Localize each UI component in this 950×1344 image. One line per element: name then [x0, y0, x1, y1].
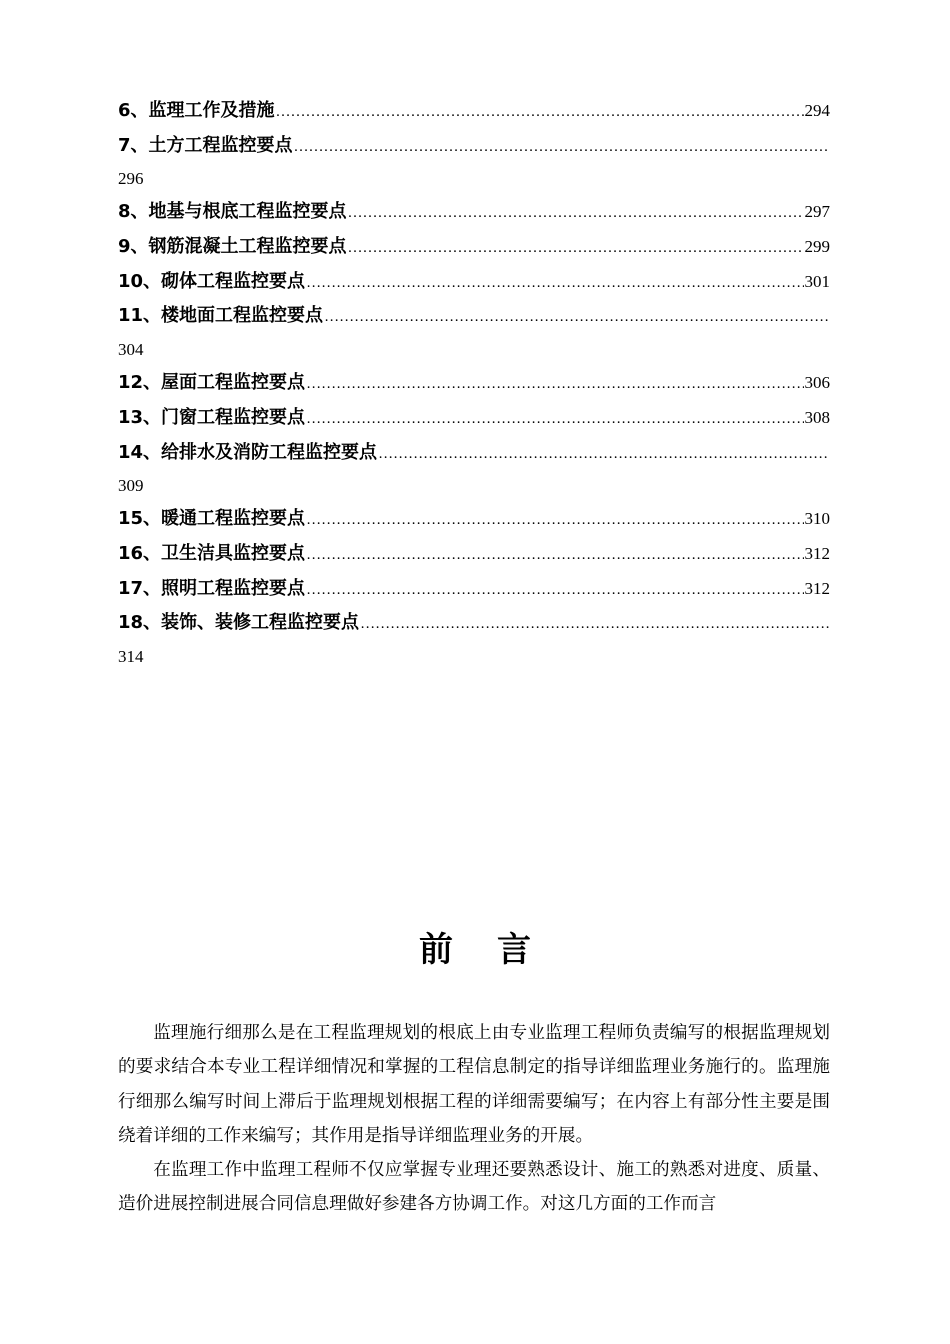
toc-entry[interactable]: [118, 606, 830, 641]
toc-dot-leader: [306, 503, 803, 537]
toc-entry-page: 294: [804, 101, 830, 120]
toc-dot-leader: [360, 607, 829, 641]
toc-entry-page-line: [118, 163, 830, 195]
toc-entry[interactable]: [118, 299, 830, 334]
toc-entry[interactable]: [118, 195, 830, 230]
toc-entry-page: 310: [804, 509, 830, 529]
toc-entry-label: 14、给排水及消防工程监控要点: [118, 441, 378, 463]
toc-dot-leader: [306, 367, 803, 401]
toc-dot-leader: [306, 402, 803, 436]
toc-entry-label: 7、土方工程监控要点: [118, 134, 293, 156]
toc-entry[interactable]: [118, 502, 830, 537]
toc-dot-leader: [276, 95, 804, 129]
toc-dot-leader: [306, 266, 803, 300]
toc-dot-leader: [306, 538, 803, 572]
toc-entry-label: 18、装饰、装修工程监控要点: [118, 612, 360, 634]
toc-entry-label: 8、地基与根底工程监控要点: [118, 201, 347, 223]
toc-entry-page-line: [118, 334, 830, 366]
preface-paragraph-1: 监理施行细那么是在工程监理规划的根底上由专业监理工程师负责编写的根据监理规划的要求结合本专业工程详细情况和掌握的工程信息制定的指导详细监理业务施行的。监理施行细那么编写时间上滞后于监理规划根据工程的详细需要编写；在内容上有部分性主要是围绕着详细的工作来编写；其作用是指导详细监理业务的开展。: [118, 1023, 830, 1146]
toc-entry-page: 312: [804, 578, 830, 598]
toc-entry-label: 13、门窗工程监控要点: [118, 406, 306, 428]
toc-entry-page: 312: [804, 543, 830, 563]
toc-entry-page: 308: [804, 407, 830, 427]
toc-entry-label: 6、监理工作及措施: [118, 100, 275, 121]
toc-entry[interactable]: [118, 401, 830, 436]
toc-entry-page: 309: [118, 476, 144, 496]
table-of-contents: [118, 94, 830, 673]
toc-entry-page: 297: [804, 202, 830, 222]
toc-entry[interactable]: [118, 230, 830, 265]
toc-entry-page: 299: [804, 237, 830, 257]
preface-body: [118, 1016, 830, 1222]
toc-entry-label: 9、钢筋混凝土工程监控要点: [118, 236, 347, 258]
toc-dot-leader: [324, 300, 829, 334]
toc-entry[interactable]: [118, 537, 830, 572]
toc-entry-page: 301: [804, 271, 830, 291]
toc-entry-label: 10、砌体工程监控要点: [118, 270, 306, 292]
preface-heading: 前言: [419, 930, 575, 970]
toc-entry[interactable]: [118, 366, 830, 401]
toc-entry[interactable]: [118, 436, 830, 471]
toc-entry-page: 306: [804, 373, 830, 393]
toc-entry-page: 314: [118, 646, 144, 666]
toc-entry-label: 16、卫生洁具监控要点: [118, 542, 306, 564]
toc-entry-label: 15、暖通工程监控要点: [118, 508, 306, 530]
toc-entry-page-line: [118, 641, 830, 673]
toc-entry-label: 17、照明工程监控要点: [118, 577, 306, 599]
toc-entry-page-line: [118, 470, 830, 502]
toc-entry-label: 12、屋面工程监控要点: [118, 372, 306, 394]
toc-dot-leader: [306, 573, 803, 607]
toc-dot-leader: [294, 130, 829, 164]
toc-entry[interactable]: [118, 129, 830, 164]
toc-entry-page: 304: [118, 340, 144, 360]
toc-entry[interactable]: [118, 572, 830, 607]
toc-entry[interactable]: [118, 265, 830, 300]
toc-entry[interactable]: [118, 94, 830, 129]
preface-paragraph-2: 在监理工作中监理工程师不仅应掌握专业理还要熟悉设计、施工的熟悉对进度、质量、造价进展控制进展合同信息理做好参建各方协调工作。对这几方面的工作而言: [118, 1160, 830, 1215]
toc-entry-label: 11、楼地面工程监控要点: [118, 305, 324, 327]
toc-dot-leader: [348, 196, 804, 230]
toc-dot-leader: [348, 231, 804, 265]
toc-entry-page: 296: [118, 169, 144, 189]
toc-dot-leader: [378, 437, 829, 471]
